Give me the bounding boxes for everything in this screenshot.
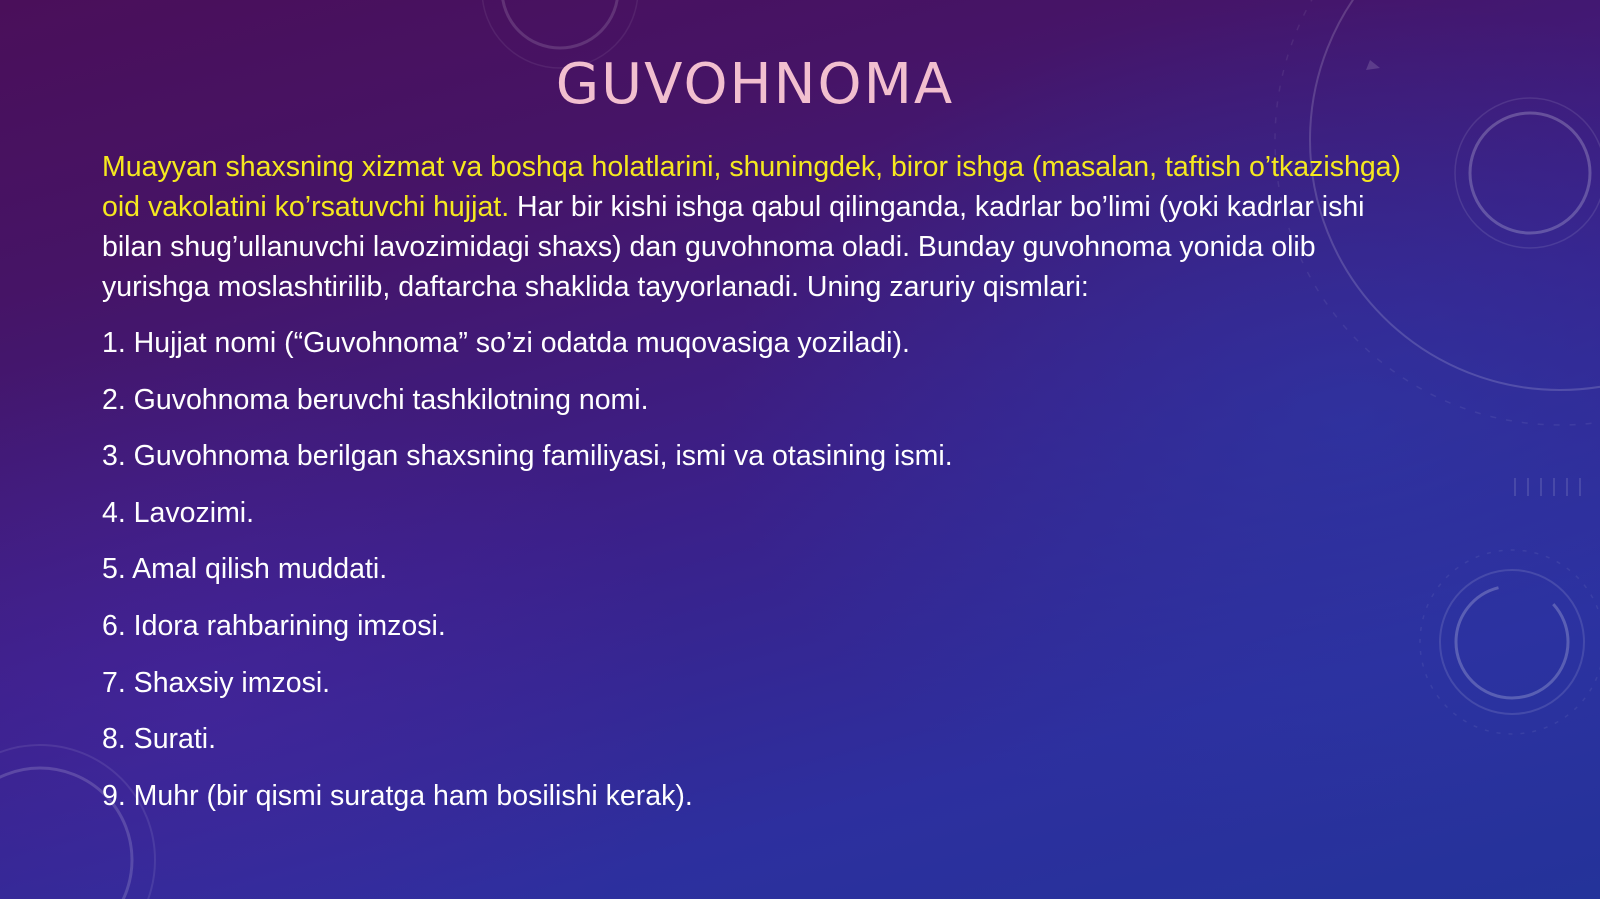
slide-title: GUVOHNOMA xyxy=(555,52,955,117)
intro-highlight: Muayyan shaxsning xizmat va boshqa holatlarini, shuningdek, biror ishga (masalan, taftish o’tkazishga) oid vakolatini ko’rsatuvchi hujjat. xyxy=(102,151,1402,223)
list-item: 6. Idora rahbarining imzosi. xyxy=(102,609,446,642)
list-item: 3. Guvohnoma berilgan shaxsning familiyasi, ismi va otasining ismi. xyxy=(102,440,953,473)
list-item: 5. Amal qilish muddati. xyxy=(102,553,388,586)
list-item: 9. Muhr (bir qismi suratga ham bosilishi kerak). xyxy=(102,779,693,812)
intro-rest: Har bir kishi ishga qabul qilinganda, kadrlar bo’limi (yoki kadrlar ishi bilan shug’ullanuvchi lavozimidagi shaxs) dan guvohnoma oladi. Bunday guvohnoma yonida olib yurishga moslashtirilib, daftarcha shaklida tayyorlanadi. Uning zaruriy qismlari: xyxy=(102,191,1365,303)
intro-paragraph xyxy=(102,147,1422,307)
list-item: 4. Lavozimi. xyxy=(102,496,255,529)
list-item: 8. Surati. xyxy=(102,723,217,756)
list-item: 2. Guvohnoma beruvchi tashkilotning nomi. xyxy=(102,383,649,416)
requirements-list xyxy=(102,323,1422,832)
list-item: 7. Shaxsiy imzosi. xyxy=(102,666,331,699)
list-item: 1. Hujjat nomi (“Guvohnoma” so’zi odatda muqovasiga yoziladi). xyxy=(102,327,910,359)
slide-body xyxy=(102,147,1422,832)
